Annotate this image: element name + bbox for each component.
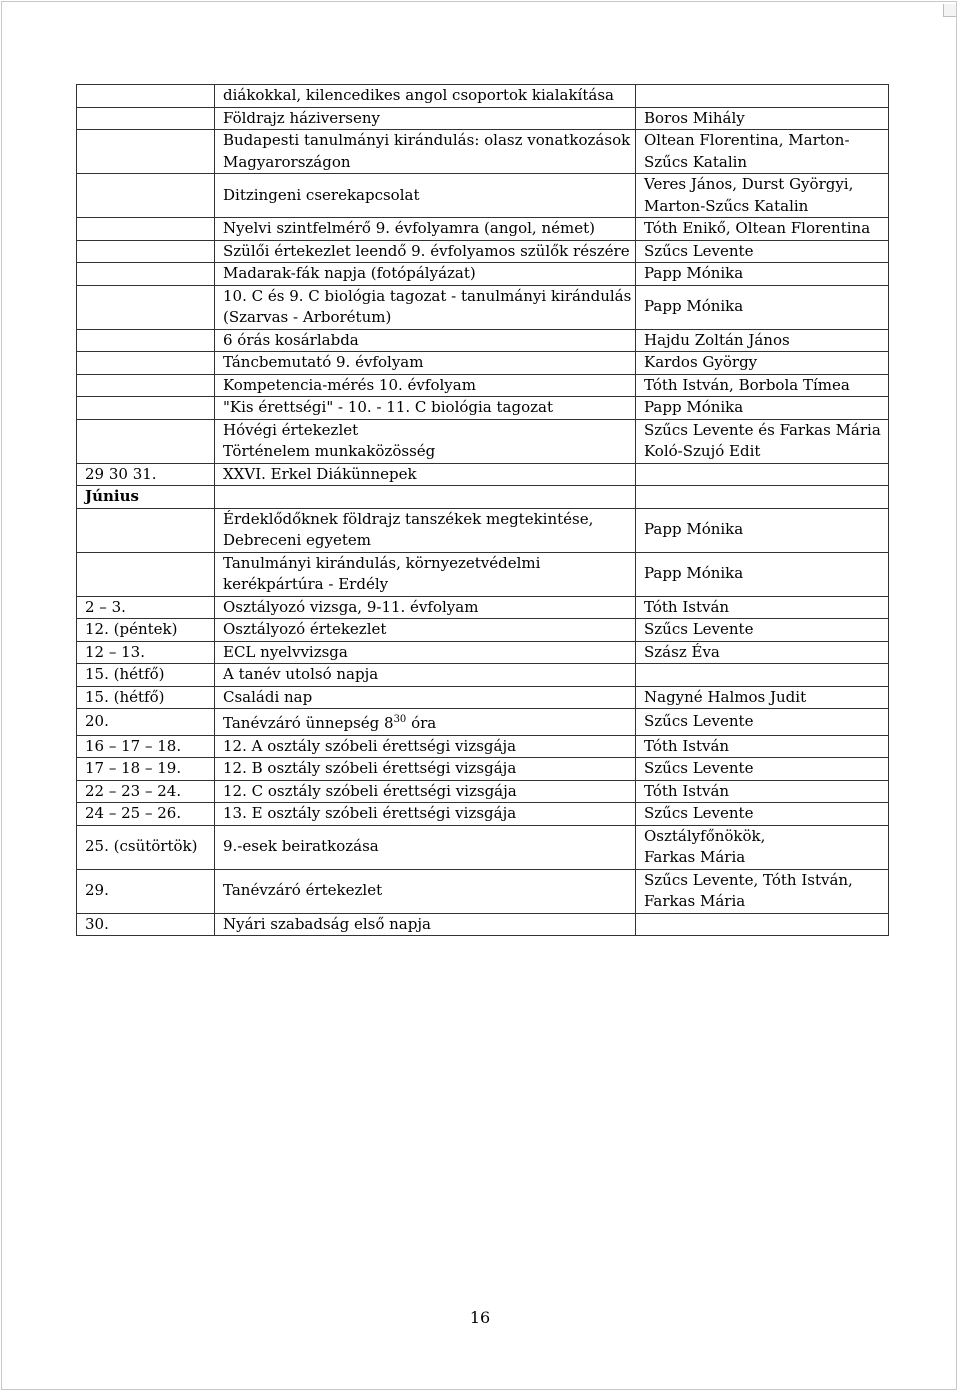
empty-cell bbox=[636, 486, 889, 509]
date-cell bbox=[77, 263, 215, 286]
table-row bbox=[77, 780, 889, 803]
event-cell: 12. A osztály szóbeli érettségi vizsgája bbox=[215, 735, 636, 758]
person-cell: Papp Mónika bbox=[636, 552, 889, 596]
person-cell bbox=[636, 85, 889, 108]
person-cell bbox=[636, 130, 889, 174]
table-row bbox=[77, 419, 889, 463]
date-cell bbox=[77, 329, 215, 352]
table-row bbox=[77, 596, 889, 619]
event-cell: Kompetencia-mérés 10. évfolyam bbox=[215, 374, 636, 397]
person-cell: Papp Mónika bbox=[636, 285, 889, 329]
event-cell: Szülői értekezlet leendő 9. évfolyamos szülők részére bbox=[215, 240, 636, 263]
date-cell: 24 – 25 – 26. bbox=[77, 803, 215, 826]
person-cell-line: Szűcs Katalin bbox=[644, 152, 748, 171]
person-cell: Szűcs Levente bbox=[636, 619, 889, 642]
event-cell: Ditzingeni cserekapcsolat bbox=[215, 174, 636, 218]
date-cell bbox=[77, 218, 215, 241]
date-cell bbox=[77, 397, 215, 420]
date-cell: 29. bbox=[77, 869, 215, 913]
date-cell: 22 – 23 – 24. bbox=[77, 780, 215, 803]
date-cell bbox=[77, 240, 215, 263]
table-row bbox=[77, 374, 889, 397]
page-number: 16 bbox=[469, 1308, 491, 1327]
person-cell bbox=[636, 869, 889, 913]
table-row bbox=[77, 397, 889, 420]
table-row bbox=[77, 85, 889, 108]
event-cell: Osztályozó vizsga, 9-11. évfolyam bbox=[215, 596, 636, 619]
person-cell-line: Farkas Mária bbox=[644, 848, 746, 866]
date-cell bbox=[77, 107, 215, 130]
event-text-after: óra bbox=[406, 714, 437, 732]
person-cell-line: Szűcs Levente és Farkas Mária bbox=[644, 420, 881, 439]
event-cell-line: 10. C és 9. C biológia tagozat - tanulmányi kirándulás bbox=[223, 286, 632, 305]
event-cell: Táncbemutató 9. évfolyam bbox=[215, 352, 636, 375]
event-cell: 6 órás kosárlabda bbox=[215, 329, 636, 352]
person-cell: Papp Mónika bbox=[636, 397, 889, 420]
event-cell: "Kis érettségi" - 10. - 11. C biológia tagozat bbox=[215, 397, 636, 420]
event-cell: 9.-esek beiratkozása bbox=[215, 825, 636, 869]
table-row bbox=[77, 352, 889, 375]
table-row bbox=[77, 825, 889, 869]
person-cell: Tóth Enikő, Oltean Florentina bbox=[636, 218, 889, 241]
date-cell bbox=[77, 174, 215, 218]
event-cell bbox=[215, 130, 636, 174]
event-cell: 12. C osztály szóbeli érettségi vizsgája bbox=[215, 780, 636, 803]
date-cell bbox=[77, 419, 215, 463]
person-cell-line: Veres János, Durst Györgyi, bbox=[644, 175, 854, 193]
table-row bbox=[77, 508, 889, 552]
event-cell bbox=[215, 552, 636, 596]
person-cell bbox=[636, 463, 889, 486]
person-cell: Nagyné Halmos Judit bbox=[636, 686, 889, 709]
event-text: Tanévzáró ünnepség 8 bbox=[223, 714, 394, 732]
person-cell: Papp Mónika bbox=[636, 508, 889, 552]
event-cell-line: Magyarországon bbox=[223, 152, 351, 171]
person-cell-line: Farkas Mária bbox=[644, 892, 746, 910]
date-cell: 15. (hétfő) bbox=[77, 686, 215, 709]
event-cell bbox=[215, 419, 636, 463]
table-row bbox=[77, 174, 889, 218]
event-cell bbox=[215, 508, 636, 552]
table-row bbox=[77, 263, 889, 286]
person-cell-line: Koló-Szujó Edit bbox=[644, 442, 761, 460]
month-label: Június bbox=[77, 486, 215, 509]
person-cell bbox=[636, 825, 889, 869]
table-row bbox=[77, 463, 889, 486]
date-cell bbox=[77, 374, 215, 397]
person-cell: Tóth István bbox=[636, 596, 889, 619]
schedule-table bbox=[76, 84, 889, 936]
date-cell bbox=[77, 352, 215, 375]
person-cell bbox=[636, 419, 889, 463]
event-cell: 12. B osztály szóbeli érettségi vizsgája bbox=[215, 758, 636, 781]
event-superscript: 30 bbox=[393, 714, 407, 725]
table-row bbox=[77, 913, 889, 936]
event-cell: Madarak-fák napja (fotópályázat) bbox=[215, 263, 636, 286]
date-cell: 20. bbox=[77, 709, 215, 736]
event-cell-line: Hóvégi értekezlet bbox=[223, 420, 359, 439]
table-row bbox=[77, 709, 889, 736]
event-cell: Tanévzáró értekezlet bbox=[215, 869, 636, 913]
event-cell-line: Érdeklődőknek földrajz tanszékek megtekintése, bbox=[223, 509, 594, 528]
person-cell-line: Marton-Szűcs Katalin bbox=[644, 196, 809, 215]
person-cell: Tóth István bbox=[636, 780, 889, 803]
event-cell: Osztályozó értekezlet bbox=[215, 619, 636, 642]
person-cell: Tóth István, Borbola Tímea bbox=[636, 374, 889, 397]
date-cell: 17 – 18 – 19. bbox=[77, 758, 215, 781]
date-cell bbox=[77, 552, 215, 596]
page-corner-fold bbox=[943, 4, 956, 17]
table-row bbox=[77, 552, 889, 596]
table-row bbox=[77, 803, 889, 826]
event-cell: ECL nyelvvizsga bbox=[215, 641, 636, 664]
event-cell: Családi nap bbox=[215, 686, 636, 709]
date-cell: 25. (csütörtök) bbox=[77, 825, 215, 869]
event-cell: A tanév utolsó napja bbox=[215, 664, 636, 687]
table-row bbox=[77, 285, 889, 329]
table-row bbox=[77, 107, 889, 130]
event-cell: 13. E osztály szóbeli érettségi vizsgája bbox=[215, 803, 636, 826]
date-cell bbox=[77, 85, 215, 108]
event-cell bbox=[215, 285, 636, 329]
date-cell: 12. (péntek) bbox=[77, 619, 215, 642]
date-cell bbox=[77, 130, 215, 174]
table-row bbox=[77, 329, 889, 352]
person-cell bbox=[636, 664, 889, 687]
person-cell bbox=[636, 913, 889, 936]
person-cell: Hajdu Zoltán János bbox=[636, 329, 889, 352]
table-row bbox=[77, 641, 889, 664]
event-cell-line: Tanulmányi kirándulás, környezetvédelmi bbox=[223, 553, 541, 572]
person-cell: Szűcs Levente bbox=[636, 758, 889, 781]
table-row bbox=[77, 735, 889, 758]
table-row bbox=[77, 218, 889, 241]
date-cell: 2 – 3. bbox=[77, 596, 215, 619]
person-cell: Papp Mónika bbox=[636, 263, 889, 286]
date-cell bbox=[77, 508, 215, 552]
table-row bbox=[77, 130, 889, 174]
event-cell: Nyári szabadság első napja bbox=[215, 913, 636, 936]
event-cell bbox=[215, 709, 636, 736]
event-cell: Földrajz háziverseny bbox=[215, 107, 636, 130]
table-row bbox=[77, 758, 889, 781]
person-cell: Szűcs Levente bbox=[636, 240, 889, 263]
person-cell: Szász Éva bbox=[636, 641, 889, 664]
person-cell-line: Osztályfőnökök, bbox=[644, 826, 766, 845]
empty-cell bbox=[215, 486, 636, 509]
table-row bbox=[77, 664, 889, 687]
table-row bbox=[77, 869, 889, 913]
person-cell: Tóth István bbox=[636, 735, 889, 758]
event-cell-line: Debreceni egyetem bbox=[223, 531, 372, 549]
person-cell: Boros Mihály bbox=[636, 107, 889, 130]
month-row bbox=[77, 486, 889, 509]
person-cell-line: Szűcs Levente, Tóth István, bbox=[644, 870, 853, 889]
event-cell-line: Budapesti tanulmányi kirándulás: olasz vonatkozások bbox=[223, 131, 631, 149]
event-cell-line: kerékpártúra - Erdély bbox=[223, 575, 389, 593]
person-cell bbox=[636, 174, 889, 218]
person-cell: Szűcs Levente bbox=[636, 803, 889, 826]
event-cell: Nyelvi szintfelmérő 9. évfolyamra (angol, német) bbox=[215, 218, 636, 241]
table-row bbox=[77, 619, 889, 642]
date-cell: 15. (hétfő) bbox=[77, 664, 215, 687]
date-cell: 29 30 31. bbox=[77, 463, 215, 486]
date-cell: 12 – 13. bbox=[77, 641, 215, 664]
date-cell: 30. bbox=[77, 913, 215, 936]
event-cell-line: (Szarvas - Arborétum) bbox=[223, 308, 392, 326]
person-cell: Kardos György bbox=[636, 352, 889, 375]
event-cell-line: Történelem munkaközösség bbox=[223, 442, 436, 460]
event-cell: XXVI. Erkel Diákünnepek bbox=[215, 463, 636, 486]
person-cell-line: Oltean Florentina, Marton- bbox=[644, 131, 850, 149]
table-row bbox=[77, 686, 889, 709]
person-cell: Szűcs Levente bbox=[636, 709, 889, 736]
date-cell bbox=[77, 285, 215, 329]
table-row bbox=[77, 240, 889, 263]
event-cell: diákokkal, kilencedikes angol csoportok kialakítása bbox=[215, 85, 636, 108]
date-cell: 16 – 17 – 18. bbox=[77, 735, 215, 758]
